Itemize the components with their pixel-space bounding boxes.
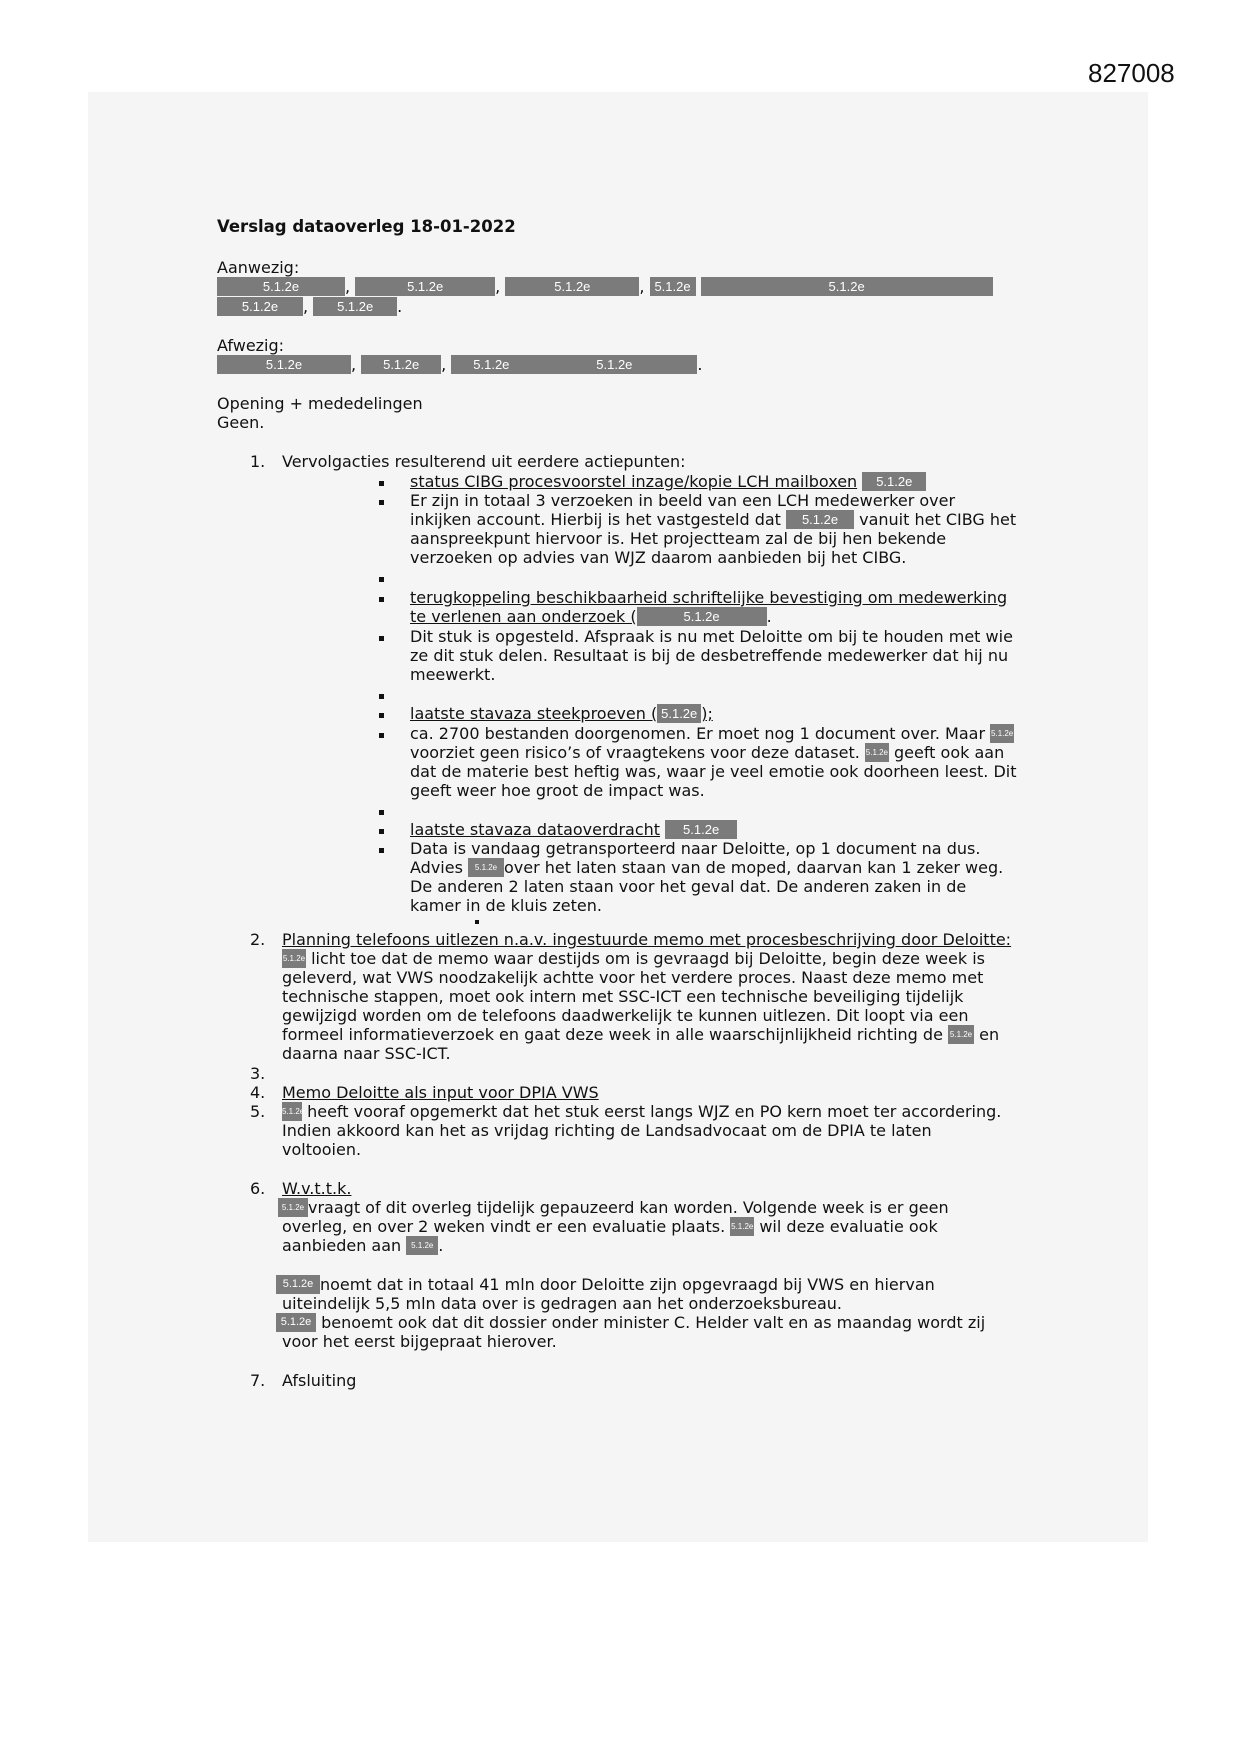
item-5-line: 5.1.2e heeft vooraf opgemerkt dat het stuk eerst langs WJZ en PO kern moet ter accordering. bbox=[282, 1102, 1002, 1121]
redaction-box: 5.1.2e bbox=[406, 1236, 438, 1255]
item-6-line: uiteindelijk 5,5 mln data over is gedragen aan het onderzoeksbureau. bbox=[282, 1294, 843, 1313]
bullet-2-line: ze dit stuk delen. Resultaat is bij de desbetreffende medewerker dat hij nu bbox=[410, 646, 1009, 665]
attendees-line-1: 5.1.2e , 5.1.2e , 5.1.2e , 5.1.2e 5.1.2e bbox=[217, 277, 993, 296]
item-6-line: voor het eerst bijgepraat hierover. bbox=[282, 1332, 557, 1351]
bullet-4-title: laatste stavaza dataoverdracht 5.1.2e bbox=[410, 820, 737, 839]
item-2-line: formeel informatieverzoek en gaat deze week in alle waarschijnlijkheid richting de 5.1.2e en bbox=[282, 1025, 1000, 1044]
redaction-box: 5.1.2e bbox=[282, 1102, 302, 1121]
redaction-box: 5.1.2e bbox=[948, 1025, 974, 1044]
opening-heading: Opening + mededelingen bbox=[217, 394, 423, 413]
bullet-2-title: terugkoppeling beschikbaarheid schriftelijke bevestiging om medewerking bbox=[410, 588, 1008, 607]
bullet-1-line: Er zijn in totaal 3 verzoeken in beeld van een LCH medewerker over bbox=[410, 491, 956, 510]
item-6-line: aanbieden aan 5.1.2e . bbox=[282, 1236, 444, 1255]
bullet-3-line: ca. 2700 bestanden doorgenomen. Er moet nog 1 document over. Maar 5.1.2e bbox=[410, 724, 1014, 743]
redaction-box: 5.1.2e bbox=[217, 355, 351, 374]
bullet-4-line: Advies 5.1.2e over het laten staan van de moped, daarvan kan 1 zeker weg. bbox=[410, 858, 1004, 877]
redaction-box: 5.1.2e bbox=[355, 277, 495, 296]
item-2-line: geleverd, wat VWS noodzakelijk achtte voor het verdere proces. Naast deze memo met bbox=[282, 968, 984, 987]
redaction-box: 5.1.2e bbox=[701, 277, 993, 296]
absent-label: Afwezig: bbox=[217, 336, 285, 355]
document-number: 827008 bbox=[1088, 58, 1175, 88]
item-number: 6. bbox=[250, 1179, 266, 1198]
redaction-box: 5.1.2e bbox=[313, 297, 397, 316]
bullet-3-line: geeft weer hoe groot de impact was. bbox=[410, 781, 705, 800]
redaction-box: 5.1.2e bbox=[650, 277, 696, 296]
item-5-line: Indien akkoord kan het as vrijdag richting de Landsadvocaat om de DPIA te laten bbox=[282, 1121, 932, 1140]
redaction-box: 5.1.2e bbox=[665, 820, 737, 839]
bullet-2-title: te verlenen aan onderzoek ( 5.1.2e . bbox=[410, 607, 772, 626]
bullet-3-title: laatste stavaza steekproeven ( 5.1.2e ); bbox=[410, 704, 713, 723]
redaction-box: 5.1.2e bbox=[531, 355, 697, 374]
redaction-box: 5.1.2e bbox=[505, 277, 639, 296]
report-title: Verslag dataoverleg 18-01-2022 bbox=[217, 217, 516, 236]
bullet-1-line: verzoeken op advies van WJZ daarom aanbieden bij het CIBG. bbox=[410, 548, 907, 567]
bullet bbox=[475, 920, 479, 924]
bullet-2-line: meewerkt. bbox=[410, 665, 496, 684]
redaction-box: 5.1.2e bbox=[282, 949, 306, 968]
bullet bbox=[379, 481, 384, 486]
redaction-box: 5.1.2e bbox=[217, 297, 303, 316]
bullet bbox=[379, 597, 384, 602]
item-7-title: Afsluiting bbox=[282, 1371, 357, 1390]
bullet bbox=[379, 500, 384, 505]
bullet bbox=[379, 848, 384, 853]
item-6-title: W.v.t.t.k. bbox=[282, 1179, 352, 1198]
item-2-line: technische stappen, moet ook intern met SSC-ICT een technische beveiliging tijdelijk bbox=[282, 987, 964, 1006]
redaction-box: 5.1.2e bbox=[217, 277, 345, 296]
redaction-box: 5.1.2e bbox=[276, 1313, 316, 1332]
bullet bbox=[379, 713, 384, 718]
opening-text: Geen. bbox=[217, 413, 265, 432]
attendees-label: Aanwezig: bbox=[217, 258, 300, 277]
item-number: 1. bbox=[250, 452, 266, 471]
bullet-4-line: De anderen 2 laten staan voor het geval dat. De anderen zaken in de bbox=[410, 877, 967, 896]
redaction-box: 5.1.2e bbox=[730, 1217, 754, 1236]
bullet bbox=[379, 577, 384, 582]
bullet bbox=[379, 733, 384, 738]
attendees-line-2: 5.1.2e , 5.1.2e . bbox=[217, 297, 402, 316]
redaction-box: 5.1.2e bbox=[990, 724, 1014, 743]
redaction-box: 5.1.2e bbox=[361, 355, 441, 374]
bullet bbox=[379, 694, 384, 699]
redaction-box: 5.1.2e bbox=[786, 510, 854, 529]
item-6-line: 5.1.2e noemt dat in totaal 41 mln door Deloitte zijn opgevraagd bij VWS en hiervan bbox=[276, 1275, 935, 1294]
item-number: 2. bbox=[250, 930, 266, 949]
item-2-line: gewijzigd worden om de telefoons daadwerkelijk te kunnen uitlezen. Dit loopt via een bbox=[282, 1006, 969, 1025]
bullet bbox=[379, 810, 384, 815]
absent-line: 5.1.2e , 5.1.2e , 5.1.2e 5.1.2e . bbox=[217, 355, 702, 374]
item-5-line: voltooien. bbox=[282, 1140, 362, 1159]
bullet bbox=[379, 636, 384, 641]
item-1-title: Vervolgacties resulterend uit eerdere actiepunten: bbox=[282, 452, 686, 471]
item-4-title: Memo Deloitte als input voor DPIA VWS bbox=[282, 1083, 599, 1102]
item-number: 3. bbox=[250, 1064, 266, 1083]
bullet-4-line: kamer in de kluis zeten. bbox=[410, 896, 602, 915]
item-2-title: Planning telefoons uitlezen n.a.v. ingestuurde memo met procesbeschrijving door Deloitte: bbox=[282, 930, 1012, 949]
redaction-box: 5.1.2e bbox=[451, 355, 531, 374]
item-number: 4. bbox=[250, 1083, 266, 1102]
redaction-box: 5.1.2e bbox=[862, 472, 926, 491]
redaction-box: 5.1.2e bbox=[276, 1275, 320, 1294]
bullet-2-line: Dit stuk is opgesteld. Afspraak is nu met Deloitte om bij te houden met wie bbox=[410, 627, 1013, 646]
redaction-box: 5.1.2e bbox=[468, 858, 504, 877]
item-6-line: overleg, en over 2 weken vindt er een evaluatie plaats. 5.1.2e wil deze evaluatie ook bbox=[282, 1217, 938, 1236]
item-6-line: 5.1.2e vraagt of dit overleg tijdelijk gepauzeerd kan worden. Volgende week is er geen bbox=[278, 1198, 949, 1217]
item-2-line: 5.1.2e licht toe dat de memo waar destijds om is gevraagd bij Deloitte, begin deze week is bbox=[282, 949, 985, 968]
bullet-1-line: inkijken account. Hierbij is het vastgesteld dat 5.1.2e vanuit het CIBG het bbox=[410, 510, 1017, 529]
bullet-1-line: aanspreekpunt hiervoor is. Het projectteam zal de bij hen bekende bbox=[410, 529, 947, 548]
bullet bbox=[379, 829, 384, 834]
bullet-1-title: status CIBG procesvoorstel inzage/kopie LCH mailboxen 5.1.2e bbox=[410, 472, 926, 491]
redaction-box: 5.1.2e bbox=[637, 607, 767, 626]
redaction-box: 5.1.2e bbox=[278, 1198, 308, 1217]
bullet-3-line: voorziet geen risico’s of vraagtekens voor deze dataset. 5.1.2e geeft ook aan bbox=[410, 743, 1005, 762]
item-6-line: 5.1.2e benoemt ook dat dit dossier onder minister C. Helder valt en as maandag wordt zij bbox=[276, 1313, 985, 1332]
item-number: 5. bbox=[250, 1102, 266, 1121]
redaction-box: 5.1.2e bbox=[865, 743, 889, 762]
item-2-line: daarna naar SSC-ICT. bbox=[282, 1044, 451, 1063]
redaction-box: 5.1.2e bbox=[657, 704, 701, 723]
bullet-3-line: dat de materie best heftig was, waar je veel emotie ook doorheen leest. Dit bbox=[410, 762, 1017, 781]
item-number: 7. bbox=[250, 1371, 266, 1390]
bullet-4-line: Data is vandaag getransporteerd naar Deloitte, op 1 document na dus. bbox=[410, 839, 981, 858]
